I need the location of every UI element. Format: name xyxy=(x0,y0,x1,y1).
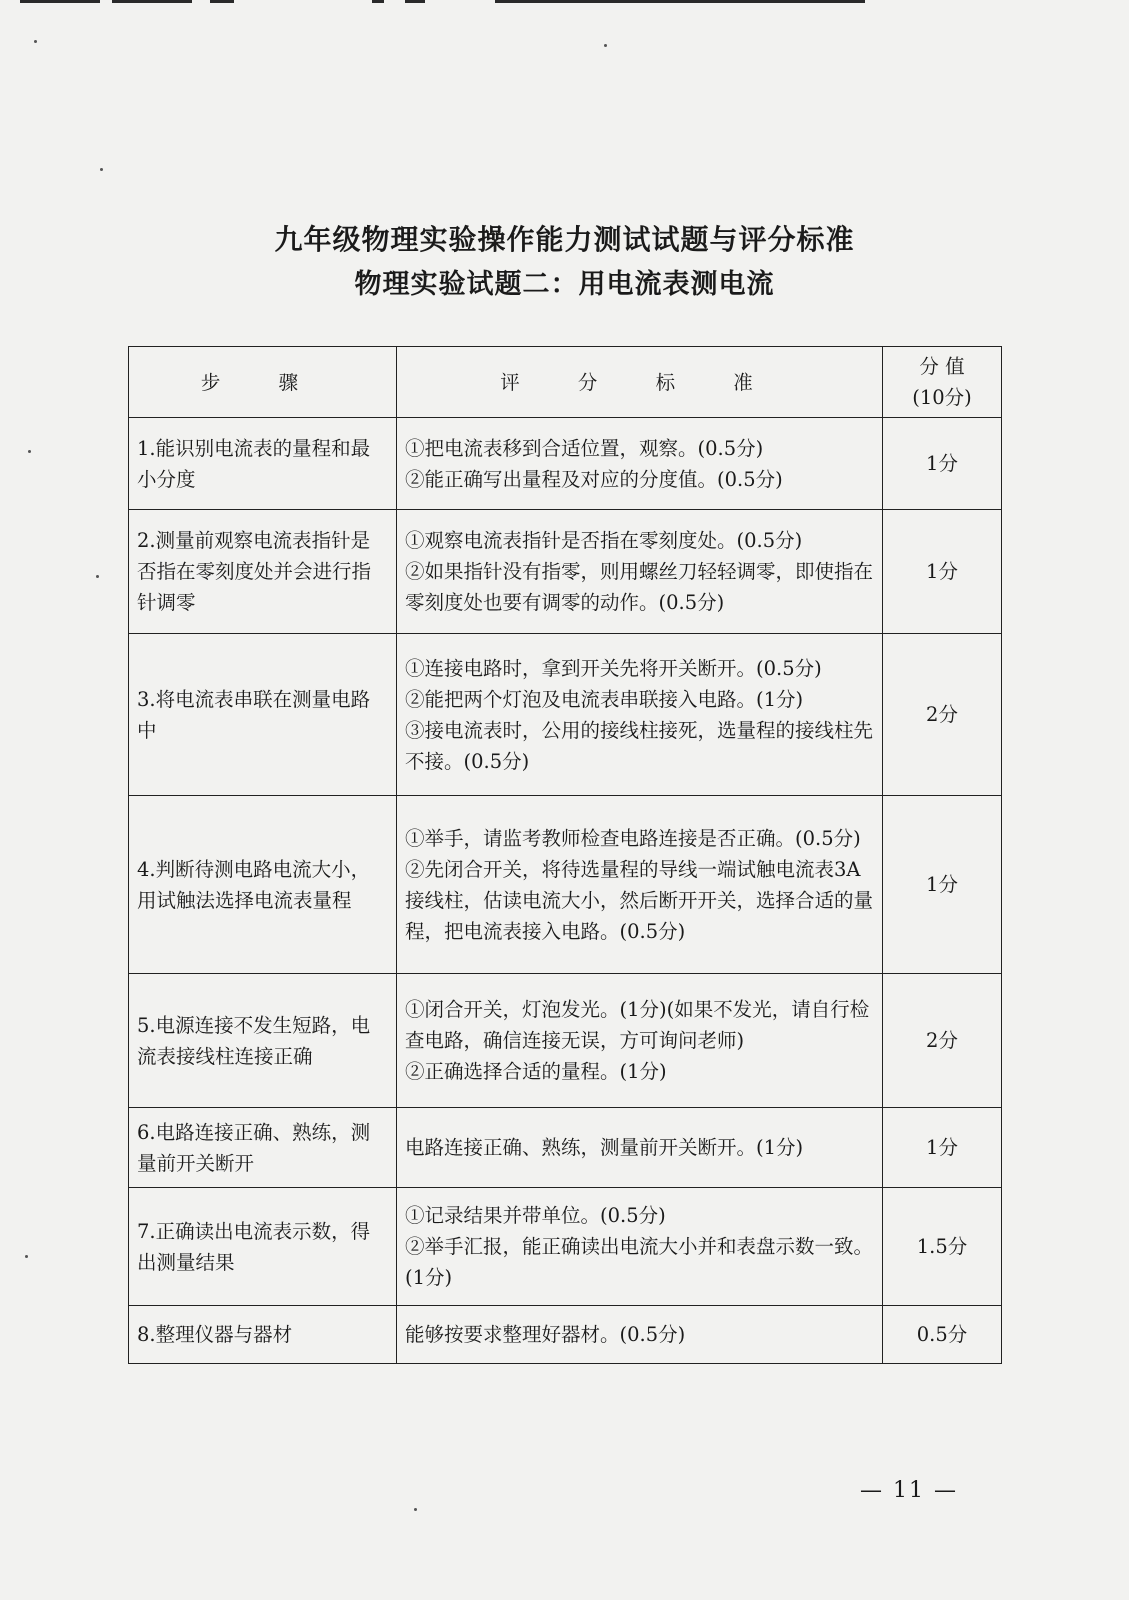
criteria-cell xyxy=(397,1108,883,1188)
criteria-cell xyxy=(397,974,883,1108)
score-cell: 1分 xyxy=(883,510,1002,634)
table-row xyxy=(129,796,1002,974)
criteria-line: 能够按要求整理好器材。(0.5分) xyxy=(405,1323,686,1346)
document-title: 九年级物理实验操作能力测试试题与评分标准 xyxy=(274,223,855,256)
step-cell: 6.电路连接正确、熟练，测量前开关断开 xyxy=(129,1108,397,1188)
table-row xyxy=(129,510,1002,634)
table-row xyxy=(129,974,1002,1108)
step-cell: 2.测量前观察电流表指针是否指在零刻度处并会进行指针调零 xyxy=(129,510,397,634)
header-score-label: 分 值 xyxy=(919,355,965,378)
header-criteria: 评 分 标 准 xyxy=(397,347,883,418)
criteria-line: ①闭合开关，灯泡发光。(1分)(如果不发光，请自行检查电路，确信连接无误，方可询问老师) xyxy=(405,998,870,1052)
scan-speck xyxy=(34,40,37,43)
step-cell: 5.电源连接不发生短路，电流表接线柱连接正确 xyxy=(129,974,397,1108)
scoring-table xyxy=(128,346,1002,1364)
criteria-line: ②能把两个灯泡及电流表串联接入电路。(1分) xyxy=(405,687,804,711)
score-cell: 2分 xyxy=(883,974,1002,1108)
score-cell: 0.5分 xyxy=(883,1306,1002,1364)
table-row xyxy=(129,634,1002,796)
scan-speck xyxy=(96,575,99,578)
criteria-line: 电路连接正确、熟练，测量前开关断开。(1分) xyxy=(405,1136,804,1159)
criteria-cell xyxy=(397,796,883,974)
criteria-cell xyxy=(397,1306,883,1364)
criteria-line: ②正确选择合适的量程。(1分) xyxy=(405,1060,667,1083)
criteria-line: ①把电流表移到合适位置，观察。(0.5分) xyxy=(405,436,764,460)
criteria-line: ①连接电路时，拿到开关先将开关断开。(0.5分) xyxy=(405,656,822,680)
table-row xyxy=(129,1306,1002,1364)
scan-edge-mark xyxy=(495,0,865,3)
criteria-cell xyxy=(397,418,883,510)
criteria-cell xyxy=(397,510,883,634)
criteria-line: ②举手汇报，能正确读出电流大小并和表盘示数一致。(1分) xyxy=(405,1235,874,1289)
criteria-line: ②能正确写出量程及对应的分度值。(0.5分) xyxy=(405,467,783,491)
criteria-line: ①记录结果并带单位。(0.5分) xyxy=(405,1204,666,1227)
table-header-row xyxy=(129,347,1002,418)
scan-speck xyxy=(28,450,31,453)
table-row xyxy=(129,418,1002,510)
scan-speck xyxy=(25,1255,28,1258)
step-cell: 4.判断待测电路电流大小，用试触法选择电流表量程 xyxy=(129,796,397,974)
page-number: — 11 — xyxy=(860,1478,958,1503)
step-cell: 7.正确读出电流表示数，得出测量结果 xyxy=(129,1188,397,1306)
score-cell: 1.5分 xyxy=(883,1188,1002,1306)
scan-edge-mark xyxy=(372,0,384,3)
header-score-total: (10分) xyxy=(912,386,972,409)
scan-edge-mark xyxy=(210,0,234,3)
step-cell: 3.将电流表串联在测量电路中 xyxy=(129,634,397,796)
criteria-line: ②先闭合开关，将待选量程的导线一端试触电流表3A接线柱，估读电流大小，然后断开开关，选择合适的量程，把电流表接入电路。(0.5分) xyxy=(405,857,874,943)
header-score xyxy=(883,347,1002,418)
scan-speck xyxy=(604,44,607,47)
header-step: 步 骤 xyxy=(129,347,397,418)
document-subtitle: 物理实验试题二：用电流表测电流 xyxy=(354,269,775,300)
criteria-line: ③接电流表时，公用的接线柱接死，选量程的接线柱先不接。(0.5分) xyxy=(405,718,874,773)
criteria-line: ①举手，请监考教师检查电路连接是否正确。(0.5分) xyxy=(405,826,861,850)
scan-edge-mark xyxy=(405,0,425,3)
scan-speck xyxy=(100,168,103,171)
table-row xyxy=(129,1108,1002,1188)
criteria-line: ②如果指针没有指零，则用螺丝刀轻轻调零，即使指在零刻度处也要有调零的动作。(0.5分) xyxy=(405,560,874,614)
criteria-line: ①观察电流表指针是否指在零刻度处。(0.5分) xyxy=(405,529,803,552)
score-cell: 2分 xyxy=(883,634,1002,796)
scan-speck xyxy=(414,1508,417,1511)
scan-edge-mark xyxy=(20,0,100,3)
step-cell: 8.整理仪器与器材 xyxy=(129,1306,397,1364)
score-cell: 1分 xyxy=(883,418,1002,510)
step-cell: 1.能识别电流表的量程和最小分度 xyxy=(129,418,397,510)
criteria-cell xyxy=(397,634,883,796)
score-cell: 1分 xyxy=(883,1108,1002,1188)
table-row xyxy=(129,1188,1002,1306)
criteria-cell xyxy=(397,1188,883,1306)
score-cell: 1分 xyxy=(883,796,1002,974)
scan-edge-mark xyxy=(112,0,192,3)
